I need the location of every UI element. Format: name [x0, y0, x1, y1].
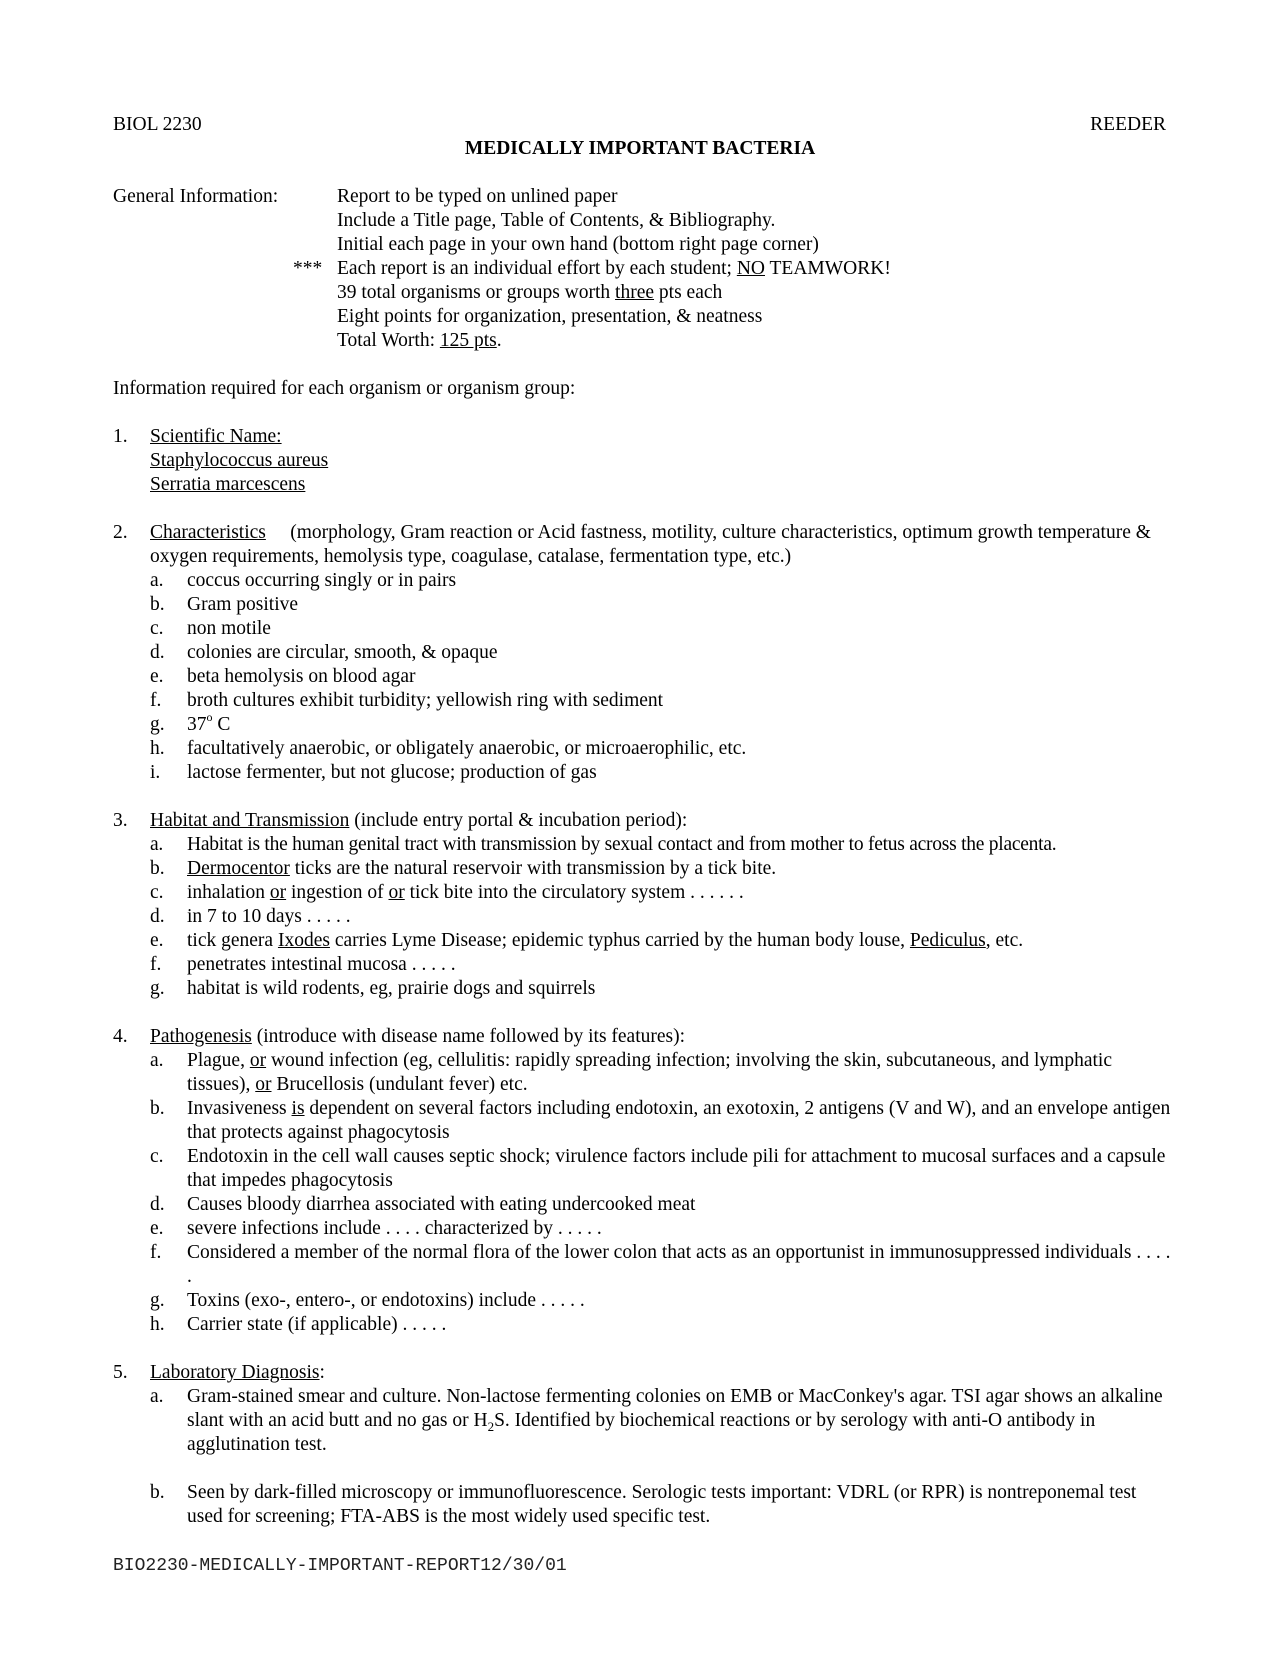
instructor-name: REEDER [1090, 114, 1166, 135]
section-characteristics [113, 521, 1173, 785]
course-code: BIOL 2230 [113, 114, 202, 135]
section-pathogenesis [113, 1025, 1173, 1337]
general-info-line: Include a Title page, Table of Contents, & Bibliography. [337, 210, 776, 231]
section-scientific-name [113, 425, 1173, 497]
list-item: h. Carrier state (if applicable) . . . . . [150, 1314, 447, 1335]
list-item: g. Toxins (exo-, entero-, or endotoxins) include . . . . . [150, 1290, 585, 1311]
section-heading: 5. Laboratory Diagnosis: [113, 1362, 325, 1383]
list-item: e. tick genera Ixodes carries Lyme Disease; epidemic typhus carried by the human body louse, Pediculus, etc. [150, 930, 1024, 951]
list-item: e. severe infections include . . . . characterized by . . . . . [150, 1218, 602, 1239]
general-info-line: Total Worth: 125 pts. [337, 330, 502, 351]
section-habitat-transmission [113, 809, 1173, 1001]
list-item: f. broth cultures exhibit turbidity; yellowish ring with sediment [150, 690, 664, 711]
general-info-line: 39 total organisms or groups worth three pts each [337, 282, 723, 303]
list-item: c. inhalation or ingestion of or tick bite into the circulatory system . . . . . . [150, 882, 744, 903]
section-heading: 1. Scientific Name: [113, 426, 282, 447]
general-info-label: General Information: [113, 186, 279, 207]
list-item: d. in 7 to 10 days . . . . . [150, 906, 351, 927]
section-heading: 2. Characteristics (morphology, Gram reaction or Acid fastness, motility, culture characteristics, optimum growth temperature & oxygen requirements, hemolysis type, coagulase, catalase, fermentation type, etc.) [113, 522, 1151, 567]
list-item: b. Gram positive [150, 594, 299, 615]
general-info-line: Initial each page in your own hand (bottom right page corner) [337, 234, 819, 255]
list-item: f. penetrates intestinal mucosa . . . . . [150, 954, 456, 975]
list-item: i. lactose fermenter, but not glucose; production of gas [150, 762, 597, 783]
list-item: a. Plague, or wound infection (eg, cellulitis: rapidly spreading infection; involving the skin, subcutaneous, and lymphatic tissues), or Brucellosis (undulant fever) etc. [150, 1050, 1112, 1095]
example-name: Staphylococcus aureus [150, 450, 329, 471]
general-info-line: Eight points for organization, presentation, & neatness [337, 306, 763, 327]
list-item: b. Dermocentor ticks are the natural reservoir with transmission by a tick bite. [150, 858, 777, 879]
list-item: b. Seen by dark-filled microscopy or immunofluorescence. Serologic tests important: VDRL (or RPR) is nontreponemal test used for screening; FTA-ABS is the most widely used specific test. [150, 1482, 1137, 1527]
list-item: d. colonies are circular, smooth, & opaque [150, 642, 498, 663]
section-heading: 4. Pathogenesis (introduce with disease name followed by its features): [113, 1026, 686, 1047]
page-title: MEDICALLY IMPORTANT BACTERIA [464, 138, 816, 159]
list-item: h. facultatively anaerobic, or obligately anaerobic, or microaerophilic, etc. [150, 738, 747, 759]
general-info-line: *** Each report is an individual effort by each student; NO TEAMWORK! [293, 258, 891, 279]
section-laboratory-diagnosis [113, 1361, 1173, 1529]
list-item: a. Gram-stained smear and culture. Non-lactose fermenting colonies on EMB or MacConkey's agar. TSI agar shows an alkaline slant with an acid butt and no gas or $H_2S$. Identified by biochemical reactions or by serology with anti-O antibody in agglutination test. [150, 1386, 1163, 1455]
emphasis-stars: *** [293, 258, 323, 279]
list-item: a. coccus occurring singly or in pairs [150, 570, 457, 591]
list-item: e. beta hemolysis on blood agar [150, 666, 416, 687]
list-item: a. Habitat is the human genital tract with transmission by sexual contact and from mother to fetus across the placenta. [150, 834, 1057, 855]
list-item: g. 37$^o$ C [150, 709, 231, 735]
list-item: f. Considered a member of the normal flora of the lower colon that acts as an opportunist in immunosuppressed individuals . . . . . [150, 1242, 1171, 1287]
list-item: d. Causes bloody diarrhea associated with eating undercooked meat [150, 1194, 696, 1215]
general-info-line: Report to be typed on unlined paper [337, 186, 618, 207]
list-item: c. non motile [150, 618, 271, 639]
list-item: c. Endotoxin in the cell wall causes septic shock; virulence factors include pili for attachment to mucosal surfaces and a capsule that impedes phagocytosis [150, 1146, 1166, 1191]
general-info-list [293, 185, 891, 353]
intro-text: Information required for each organism or organism group: [113, 378, 576, 399]
example-name: Serratia marcescens [150, 474, 306, 495]
document-footer: BIO2230-MEDICALLY-IMPORTANT-REPORT12/30/01 [113, 1556, 567, 1576]
list-item: b. Invasiveness is dependent on several factors including endotoxin, an exotoxin, 2 antigens (V and W), and an envelope antigen that protects against phagocytosis [150, 1098, 1171, 1143]
section-heading: 3. Habitat and Transmission (include entry portal & incubation period): [113, 810, 688, 831]
list-item: g. habitat is wild rodents, eg, prairie dogs and squirrels [150, 978, 596, 999]
